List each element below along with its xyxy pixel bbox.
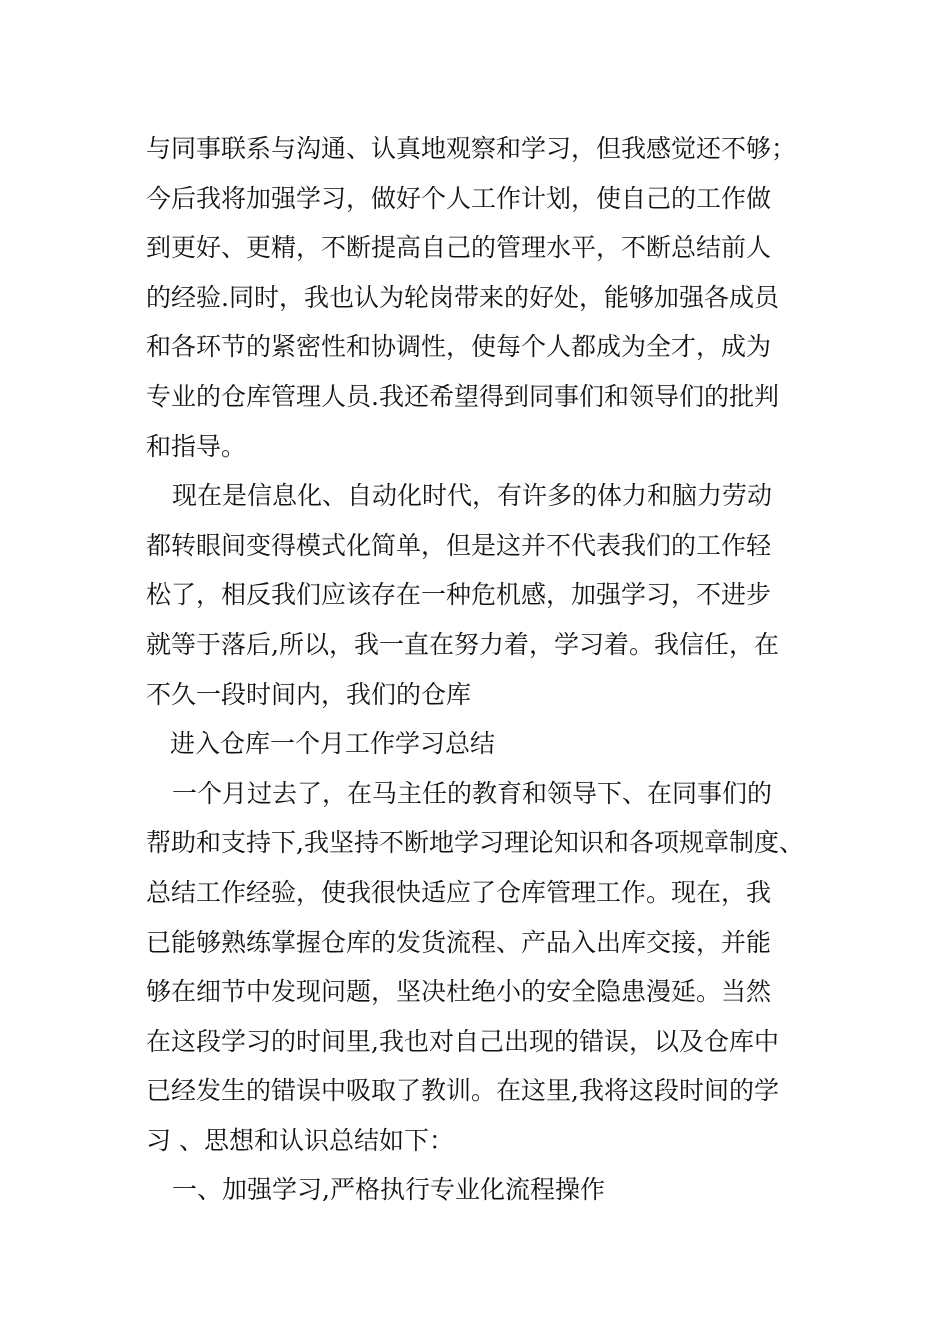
paragraph-line: 就等于落后,所以，我一直在努力着，学习着。我信任，在	[146, 629, 779, 659]
paragraph-line: 到更好、更精，不断提高自己的管理水平，不断总结前人	[146, 233, 772, 263]
paragraph-line: 帮助和支持下,我坚持不断地学习理论知识和各项规章制度、	[146, 828, 804, 858]
paragraph-line: 一个月过去了，在马主任的教育和领导下、在同事们的	[172, 778, 773, 808]
paragraph-line: 和指导。	[146, 431, 247, 461]
paragraph-line: 已经发生的错误中吸取了教训。在这里,我将这段时间的学	[146, 1076, 779, 1106]
paragraph-line: 和各环节的紧密性和协调性，使每个人都成为全才，成为	[146, 332, 772, 362]
paragraph-line: 今后我将加强学习，做好个人工作计划，使自己的工作做	[146, 183, 772, 213]
document-body	[146, 124, 826, 1215]
paragraph-line: 总结工作经验，使我很快适应了仓库管理工作。现在，我	[146, 877, 772, 907]
paragraph-line: 够在细节中发现问题，坚决杜绝小的安全隐患漫延。当然	[146, 977, 772, 1007]
paragraph-line: 已能够熟练掌握仓库的发货流程、产品入出库交接，并能	[146, 927, 772, 957]
paragraph-line: 专业的仓库管理人员.我还希望得到同事们和领导们的批判	[146, 381, 779, 411]
paragraph-line: 与同事联系与沟通、认真地观察和学习，但我感觉还不够；	[146, 134, 797, 163]
paragraph-line: 习 、思想和认识总结如下：	[146, 1125, 454, 1155]
paragraph-line: 现在是信息化、自动化时代，有许多的体力和脑力劳动	[172, 481, 773, 511]
paragraph-line: 不久一段时间内，我们的仓库	[146, 679, 472, 709]
section-title: 进入仓库一个月工作学习总结	[170, 729, 496, 759]
section-heading: 一、加强学习,严格执行专业化流程操作	[172, 1175, 605, 1205]
paragraph-line: 的经验.同时，我也认为轮岗带来的好处，能够加强各成员	[146, 282, 779, 312]
paragraph-line: 松了，相反我们应该存在一种危机感，加强学习，不进步	[146, 580, 772, 610]
paragraph-line: 在这段学习的时间里,我也对自己出现的错误，以及仓库中	[146, 1026, 779, 1056]
paragraph-line: 都转眼间变得模式化简单，但是这并不代表我们的工作轻	[146, 530, 772, 560]
